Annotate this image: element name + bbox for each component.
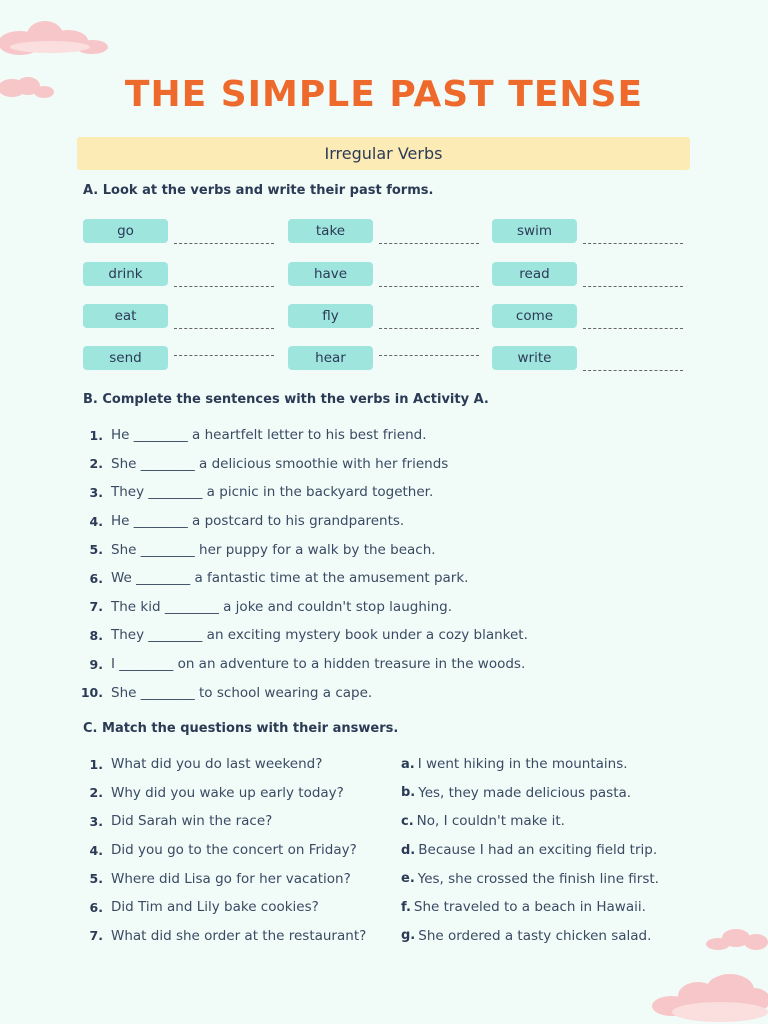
answer-letter: f. [401, 899, 411, 915]
question-text: What did she order at the restaurant? [111, 927, 367, 944]
verb-box: go [83, 219, 168, 243]
answer-line[interactable] [379, 355, 479, 356]
question-item [81, 893, 401, 922]
item-number: 4. [89, 513, 103, 529]
answer-letter: g. [401, 928, 416, 944]
sentence-text: She ________ her puppy for a walk by the beach. [111, 541, 436, 558]
answer-line[interactable] [174, 243, 274, 244]
answer-item [401, 864, 701, 893]
question-text: Did you go to the concert on Friday? [111, 842, 357, 859]
item-number: 5. [89, 542, 103, 558]
item-number: 7. [89, 928, 103, 944]
answer-line[interactable] [379, 243, 479, 244]
answer-letter: b. [401, 785, 416, 801]
answer-item [401, 807, 701, 836]
question-text: Where did Lisa go for her vacation? [111, 870, 351, 887]
answer-list [401, 750, 701, 950]
page-title: THE SIMPLE PAST TENSE [124, 74, 644, 115]
section-c-heading: C. Match the questions with their answers. [83, 721, 399, 736]
list-item [75, 621, 675, 650]
question-item [81, 864, 401, 893]
sentence-text: I ________ on an adventure to a hidden treasure in the woods. [111, 656, 526, 673]
item-number: 6. [89, 899, 103, 915]
item-number: 4. [89, 842, 103, 858]
verb-item [288, 304, 479, 328]
question-list [81, 750, 401, 950]
list-item [75, 535, 675, 564]
item-number: 3. [89, 484, 103, 500]
answer-line[interactable] [583, 370, 683, 371]
answer-line[interactable] [583, 243, 683, 244]
sentence-text: We ________ a fantastic time at the amusement park. [111, 570, 469, 587]
answer-line[interactable] [174, 286, 274, 287]
answer-item [401, 893, 701, 922]
section-b-heading: B. Complete the sentences with the verbs in Activity A. [83, 392, 489, 407]
list-item [75, 650, 675, 679]
sentence-text: She ________ to school wearing a cape. [111, 684, 373, 701]
item-number: 1. [89, 756, 103, 772]
answer-text: Yes, they made delicious pasta. [418, 784, 632, 801]
item-number: 2. [89, 785, 103, 801]
question-item [81, 750, 401, 779]
list-item [75, 450, 675, 479]
answer-text: She ordered a tasty chicken salad. [418, 927, 652, 944]
verb-box: swim [492, 219, 577, 243]
item-number: 2. [89, 456, 103, 472]
cloud-bottom-right-icon [650, 970, 768, 1024]
answer-letter: a. [401, 756, 415, 772]
verb-item [83, 262, 274, 286]
item-number: 7. [89, 599, 103, 615]
sentence-text: They ________ an exciting mystery book under a cozy blanket. [111, 627, 528, 644]
question-text: Did Tim and Lily bake cookies? [111, 899, 319, 916]
verb-item [83, 346, 274, 370]
answer-line[interactable] [583, 328, 683, 329]
question-item [81, 779, 401, 808]
answer-item [401, 750, 701, 779]
cloud-bottom-right-small-icon [704, 926, 768, 952]
list-item [75, 678, 675, 707]
verb-item [492, 346, 683, 370]
answer-letter: e. [401, 871, 415, 887]
question-item [81, 836, 401, 865]
verb-box: take [288, 219, 373, 243]
answer-line[interactable] [174, 328, 274, 329]
list-item [75, 507, 675, 536]
answer-item [401, 922, 701, 951]
question-item [81, 922, 401, 951]
verb-box: come [492, 304, 577, 328]
answer-item [401, 779, 701, 808]
verb-box: eat [83, 304, 168, 328]
subtitle-banner: Irregular Verbs [77, 137, 690, 170]
section-a-heading: A. Look at the verbs and write their past forms. [83, 183, 434, 198]
answer-text: She traveled to a beach in Hawaii. [413, 899, 646, 916]
question-text: Did Sarah win the race? [111, 813, 273, 830]
verb-item [288, 346, 479, 370]
list-item [75, 593, 675, 622]
verb-item [83, 219, 274, 243]
verb-item [492, 219, 683, 243]
list-item [75, 564, 675, 593]
answer-text: No, I couldn't make it. [416, 813, 565, 830]
answer-letter: c. [401, 813, 414, 829]
verb-item [288, 219, 479, 243]
answer-text: Because I had an exciting field trip. [418, 842, 658, 859]
sentence-text: The kid ________ a joke and couldn't stop laughing. [111, 598, 453, 615]
verb-box: hear [288, 346, 373, 370]
sentence-text: They ________ a picnic in the backyard together. [111, 484, 434, 501]
sentence-text: He ________ a postcard to his grandparents. [111, 513, 405, 530]
answer-text: I went hiking in the mountains. [417, 756, 628, 773]
verb-box: drink [83, 262, 168, 286]
answer-line[interactable] [379, 328, 479, 329]
list-item [75, 478, 675, 507]
question-text: What did you do last weekend? [111, 756, 323, 773]
verb-item [492, 262, 683, 286]
sentence-text: She ________ a delicious smoothie with her friends [111, 455, 449, 472]
question-text: Why did you wake up early today? [111, 784, 344, 801]
answer-line[interactable] [379, 286, 479, 287]
sentence-text: He ________ a heartfelt letter to his best friend. [111, 427, 427, 444]
verb-item [492, 304, 683, 328]
verb-box: write [492, 346, 577, 370]
verb-box: fly [288, 304, 373, 328]
sentence-list [75, 421, 675, 707]
list-item [75, 421, 675, 450]
item-number: 1. [89, 427, 103, 443]
answer-letter: d. [401, 842, 416, 858]
cloud-top-left-icon [0, 15, 110, 60]
question-item [81, 807, 401, 836]
verb-item [288, 262, 479, 286]
item-number: 9. [89, 656, 103, 672]
verb-box: send [83, 346, 168, 370]
item-number: 6. [89, 570, 103, 586]
item-number: 10. [80, 685, 103, 701]
item-number: 3. [89, 813, 103, 829]
answer-item [401, 836, 701, 865]
verb-box: read [492, 262, 577, 286]
item-number: 8. [89, 627, 103, 643]
answer-text: Yes, she crossed the finish line first. [417, 870, 659, 887]
item-number: 5. [89, 871, 103, 887]
answer-line[interactable] [174, 355, 274, 356]
verb-item [83, 304, 274, 328]
verb-box: have [288, 262, 373, 286]
answer-line[interactable] [583, 286, 683, 287]
